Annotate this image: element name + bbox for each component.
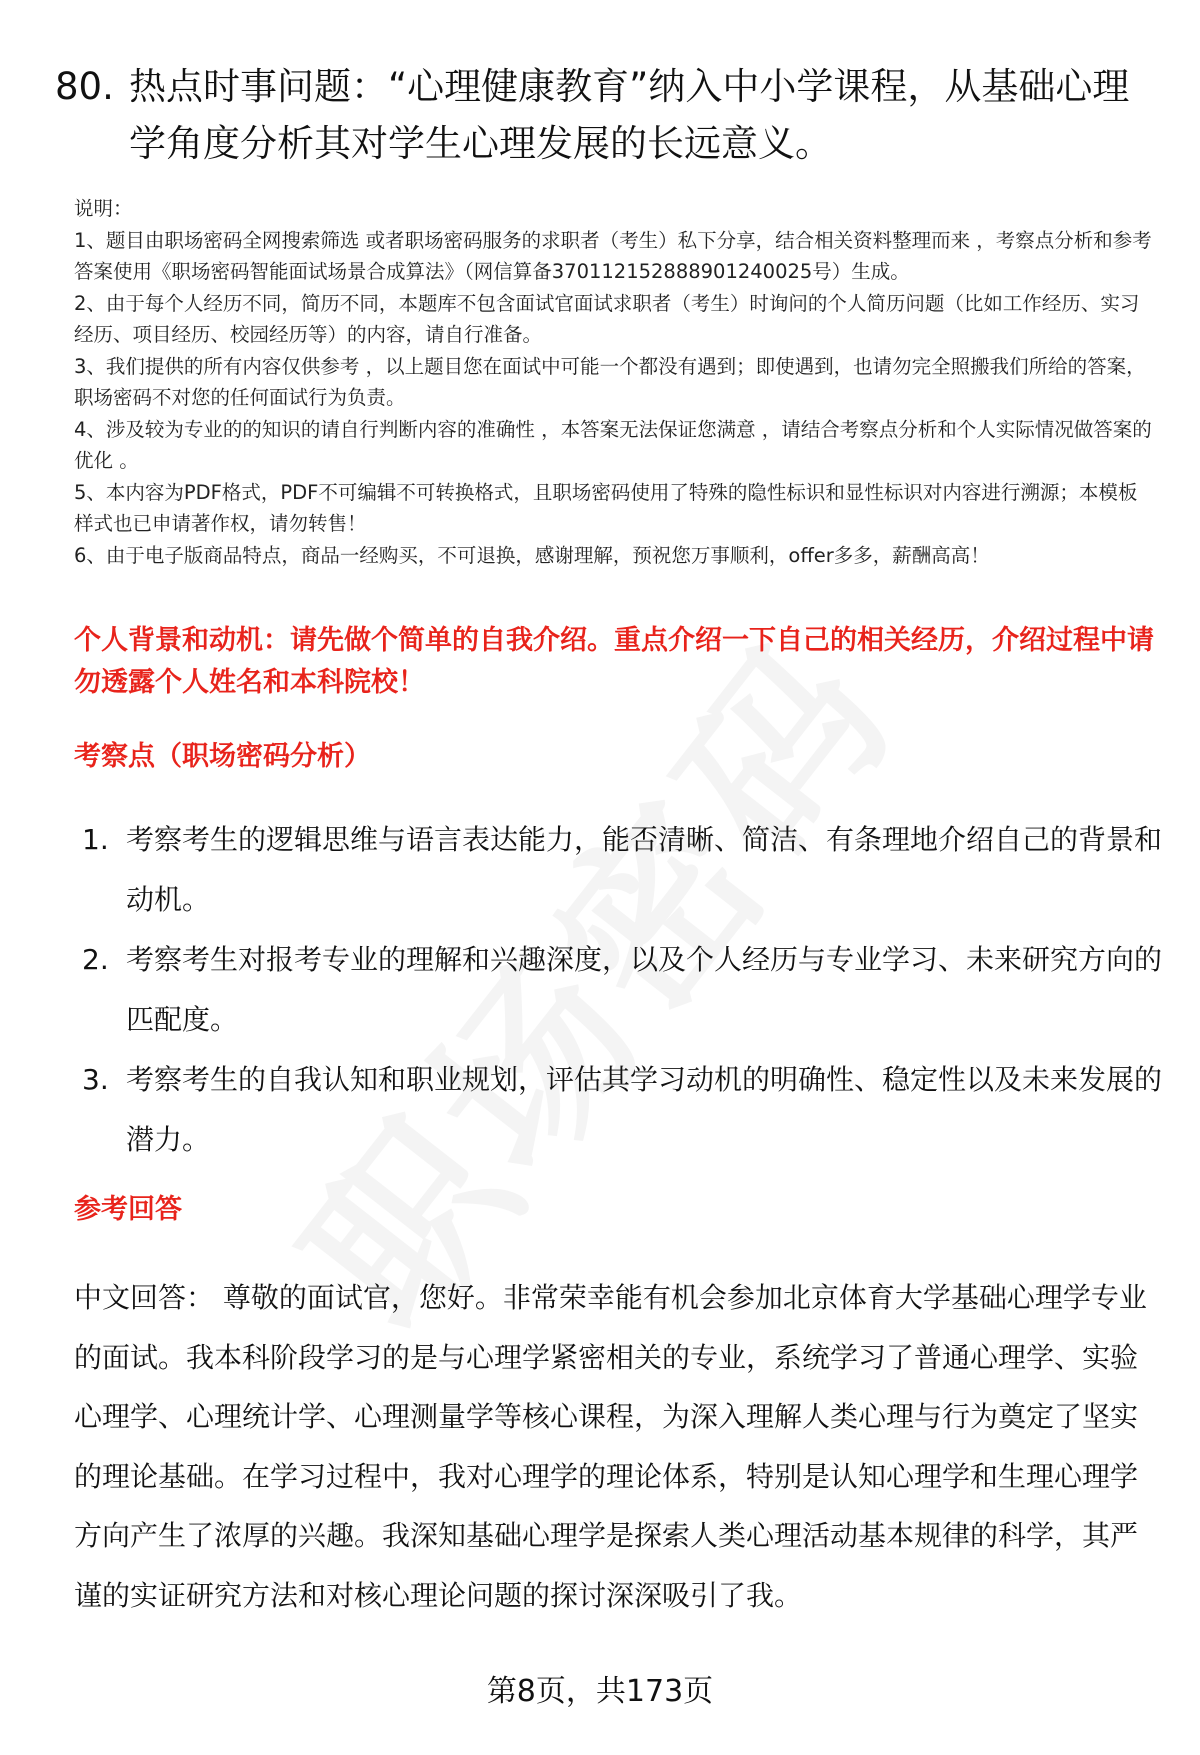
notes-block (74, 193, 1154, 571)
point-number: 1. (82, 823, 109, 856)
point-text: 考察考生的逻辑思维与语言表达能力，能否清晰、简洁、有条理地介绍自己的背景和动机。 (126, 823, 1163, 916)
points-list (82, 810, 1162, 1170)
point-text: 考察考生对报考专业的理解和兴趣深度，以及个人经历与专业学习、未来研究方向的匹配度。 (126, 943, 1163, 1036)
page-footer: 第8页，共173页 (486, 1674, 714, 1709)
points-heading: 考察点（职场密码分析） (74, 741, 371, 772)
point-text: 考察考生的自我认知和职业规划，评估其学习动机的明确性、稳定性以及未来发展的潜力。 (126, 1063, 1163, 1156)
notes-title: 说明： (74, 197, 133, 220)
answer-heading: 参考回答 (74, 1194, 182, 1225)
list-item (82, 1050, 1162, 1170)
note-item-4: 4、涉及较为专业的的知识的请自行判断内容的准确性 ，本答案无法保证您满意 ，请结合考察点分析和个人实际情况做答案的优化 。 (74, 417, 1152, 472)
note-item-6: 6、由于电子版商品特点，商品一经购买，不可退换，感谢理解，预祝您万事顺利，offer多多，薪酬高高！ (74, 543, 990, 567)
list-item (82, 810, 1162, 930)
point-number: 2. (82, 943, 109, 976)
list-item (82, 930, 1162, 1050)
question-text: 热点时事问题：“心理健康教育”纳入中小学课程，从基础心理学角度分析其对学生心理发展的长远意义。 (129, 65, 1130, 165)
note-item-3: 3、我们提供的所有内容仅供参考 ，以上题目您在面试中可能一个都没有遇到；即使遇到，也请勿完全照搬我们所给的答案，职场密码不对您的任何面试行为负责。 (74, 354, 1146, 409)
question-number: 80. (55, 65, 114, 108)
note-item-1: 1、题目由职场密码全网搜索筛选 或者职场密码服务的求职者（考生）私下分享，结合相关资料整理而来 ，考察点分析和参考答案使用《职场密码智能面试场景合成算法》（网信算备370112152888901240025号）生成。 (74, 228, 1152, 283)
answer-block (74, 1268, 1164, 1625)
note-item-2: 2、由于每个人经历不同，简历不同，本题库不包含面试官面试求职者（考生）时询问的个人简历问题（比如工作经历、实习经历、项目经历、校园经历等）的内容，请自行准备。 (74, 291, 1140, 346)
point-number: 3. (82, 1063, 109, 1096)
answer-text: 中文回答： 尊敬的面试官，您好。非常荣幸能有机会参加北京体育大学基础心理学专业的面试。我本科阶段学习的是与心理学紧密相关的专业，系统学习了普通心理学、实验心理学、心理统计学、心理测量学等核心课程，为深入理解人类心理与行为奠定了坚实的理论基础。在学习过程中，我对心理学的理论体系，特别是认知心理学和生理心理学方向产生了浓厚的兴趣。我深知基础心理学是探索人类心理活动基本规律的科学，其严谨的实证研究方法和对核心理论问题的探讨深深吸引了我。 (74, 1281, 1147, 1612)
note-item-5: 5、本内容为PDF格式，PDF不可编辑不可转换格式，且职场密码使用了特殊的隐性标识和显性标识对内容进行溯源；本模板样式也已申请著作权，请勿转售！ (74, 480, 1138, 535)
question-title (55, 58, 1155, 172)
background-heading: 个人背景和动机：请先做个简单的自我介绍。重点介绍一下自己的相关经历，介绍过程中请勿透露个人姓名和本科院校！ (74, 625, 1154, 698)
